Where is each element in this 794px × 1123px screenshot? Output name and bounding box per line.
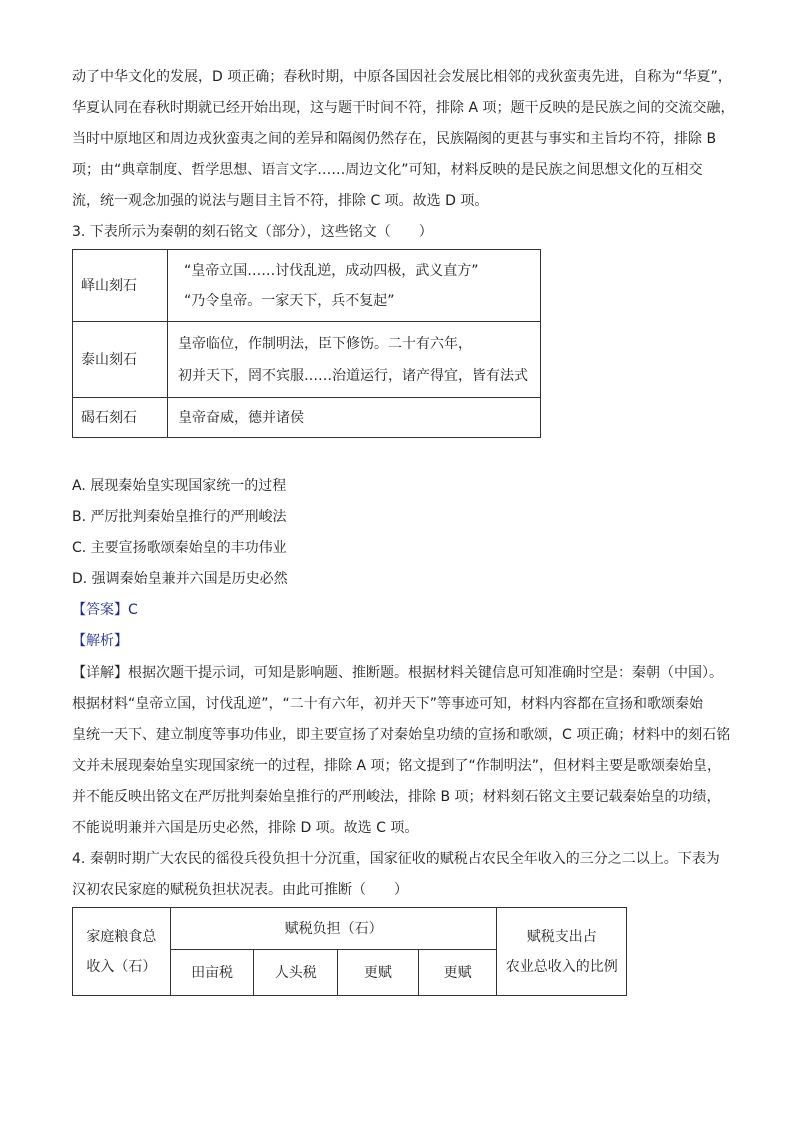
inscription-table (72, 249, 541, 438)
table-row (73, 398, 541, 438)
row-content: 皇帝临位，作制明法，臣下修饬。二十有六年， 初并天下，罔不宾服……治道运行，诸产得宜，皆有法式 (168, 322, 541, 398)
analysis-line: 根据材料“皇帝立国，讨伐乱逆”，“二十有六年，初并天下”等事迹可知，材料内容都在宣扬和歌颂秦始 (72, 696, 704, 712)
answer-label: 【答案】C (72, 602, 138, 618)
row-name: 碣石刻石 (73, 398, 168, 438)
header-tax-group: 赋税负担（石） (170, 908, 497, 950)
analysis-line: 并不能反映出铭文在严厉批判秦始皇推行的严刑峻法，排除 B 项；材料刻石铭文主要记载秦始皇的功绩， (72, 789, 721, 805)
option-a: A. 展现秦始皇实现国家统一的过程 (72, 478, 287, 494)
row-name: 泰山刻石 (73, 322, 168, 398)
table-header-row (73, 908, 627, 950)
analysis-line: 文并未展现秦始皇实现国家统一的过程，排除 A 项；铭文提到了“作制明法”，但材料主要是歌颂秦始皇， (72, 758, 721, 774)
question-4-stem: 汉初农民家庭的赋税负担状况表。由此可推断（ ） (72, 882, 408, 898)
analysis-line: 不能说明兼并六国是历史必然，排除 D 项。故选 C 项。 (72, 820, 419, 836)
question-3-stem: 3. 下表所示为秦朝的刻石铭文（部分），这些铭文（ ） (72, 224, 433, 240)
table-row (73, 250, 541, 322)
question-4-stem: 4. 秦朝时期广大农民的徭役兵役负担十分沉重，国家征收的赋税占农民全年收入的三分之二以上。下表为 (72, 851, 720, 867)
row-name: 峄山刻石 (73, 250, 168, 322)
option-d: D. 强调秦始皇兼并六国是历史必然 (72, 571, 288, 587)
header-income: 家庭粮食总 收入（石） (73, 908, 171, 996)
row-content: “皇帝立国……讨伐乱逆，成动四极，武义直方” “乃令皇帝。一家天下，兵不复起” (168, 250, 541, 322)
row-content: 皇帝奋威，德并诸侯 (168, 398, 541, 438)
analysis-label: 【解析】 (72, 633, 128, 649)
paragraph-line: 华夏认同在春秋时期就已经开始出现，这与题干时间不符，排除 A 项；题干反映的是民族之间的交流交融， (72, 100, 735, 116)
subheader-cell: 更赋 (418, 950, 497, 996)
subheader-cell: 田亩税 (170, 950, 254, 996)
table-row (73, 322, 541, 398)
option-c: C. 主要宣扬歌颂秦始皇的丰功伟业 (72, 540, 287, 556)
header-ratio: 赋税支出占 农业总收入的比例 (497, 908, 627, 996)
option-b: B. 严厉批判秦始皇推行的严刑峻法 (72, 509, 287, 525)
analysis-line: 皇统一天下、建立制度等事功伟业，即主要宣扬了对秦始皇功绩的宣扬和歌颂，C 项正确；材料中的刻石铭 (72, 727, 731, 743)
analysis-line: 【详解】根据次题干提示词，可知是影响题、推断题。根据材料关键信息可知准确时空是：秦朝（中国）。 (72, 665, 723, 681)
tax-burden-table (72, 907, 627, 996)
paragraph-line: 流，统一观念加强的说法与题目主旨不符，排除 C 项。故选 D 项。 (72, 193, 489, 209)
paragraph-line: 当时中原地区和周边戎狄蛮夷之间的差异和隔阂仍然存在，民族隔阂的更甚与事实和主旨均不符，排除 B (72, 131, 717, 147)
paragraph-line: 项；由“典章制度、哲学思想、语言文字……周边文化”可知，材料反映的是民族之间思想文化的互相交 (72, 162, 703, 178)
subheader-cell: 更赋 (338, 950, 419, 996)
paragraph-line: 动了中华文化的发展，D 项正确；春秋时期，中原各国因社会发展比相邻的戎狄蛮夷先进，自称为“华夏”， (72, 69, 732, 85)
subheader-cell: 人头税 (254, 950, 338, 996)
